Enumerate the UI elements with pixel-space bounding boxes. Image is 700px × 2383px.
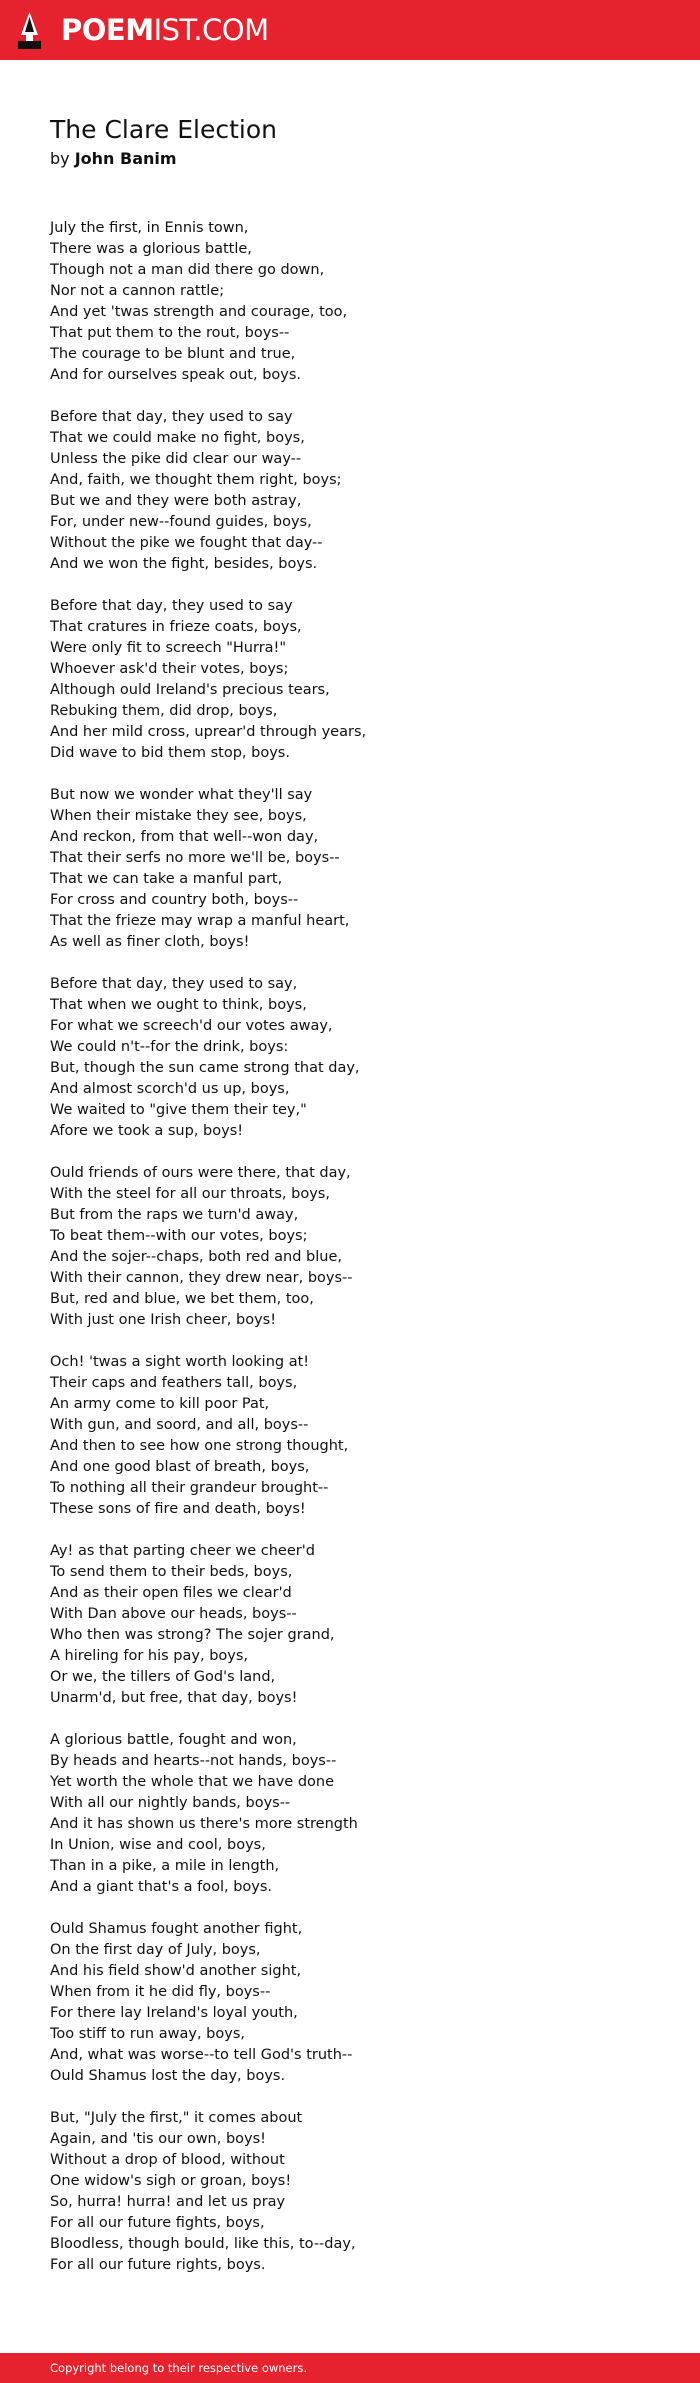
poem-line: With the steel for all our throats, boys,: [50, 1186, 330, 1202]
site-header: [0, 0, 700, 60]
poem-line: That their serfs no more we'll be, boys--: [50, 850, 340, 866]
poem-line: Were only fit to screech "Hurra!": [50, 640, 287, 656]
poem-line: With Dan above our heads, boys--: [50, 1606, 297, 1622]
poem-line: Ould friends of ours were there, that day,: [50, 1165, 351, 1181]
poem-line: So, hurra! hurra! and let us pray: [50, 2194, 286, 2210]
poem-line: Afore we took a sup, boys!: [50, 1123, 244, 1139]
poem-line: One widow's sigh or groan, boys!: [50, 2173, 292, 2189]
poem-line: On the first day of July, boys,: [50, 1942, 261, 1958]
poem-line: That the frieze may wrap a manful heart,: [50, 913, 350, 929]
poem-line: Whoever ask'd their votes, boys;: [50, 661, 289, 677]
poem-line: We could n't--for the drink, boys:: [50, 1039, 289, 1055]
poem-line: Though not a man did there go down,: [50, 262, 325, 278]
poem-line: And we won the fight, besides, boys.: [50, 556, 318, 572]
poem-line: And the sojer--chaps, both red and blue,: [50, 1249, 343, 1265]
poem-line: Ay! as that parting cheer we cheer'd: [50, 1543, 315, 1559]
poem-line: With their cannon, they drew near, boys--: [50, 1270, 353, 1286]
poem-line: As well as finer cloth, boys!: [50, 934, 250, 950]
poem-line: And reckon, from that well--won day,: [50, 829, 319, 845]
site-logo-text[interactable]: [61, 13, 269, 47]
site-footer: [0, 2353, 700, 2383]
poem-line: Before that day, they used to say: [50, 409, 293, 425]
poem-line: Unarm'd, but free, that day, boys!: [50, 1690, 298, 1706]
poem-line: To beat them--with our votes, boys;: [50, 1228, 308, 1244]
poem-line: Who then was strong? The sojer grand,: [50, 1627, 335, 1643]
poem-line: For all our future fights, boys,: [50, 2215, 265, 2231]
poem-line: To nothing all their grandeur brought--: [50, 1480, 329, 1496]
poem-body: [50, 218, 650, 2297]
stanza: [50, 1541, 650, 1709]
poem-line: With just one Irish cheer, boys!: [50, 1312, 277, 1328]
poem-line: But now we wonder what they'll say: [50, 787, 313, 803]
stanza: [50, 596, 650, 764]
poem-line: Too stiff to run away, boys,: [50, 2026, 245, 2042]
copyright-text: Copyright belong to their respective owners.: [50, 2361, 308, 2375]
poem-line: And yet 'twas strength and courage, too,: [50, 304, 348, 320]
poem-line: Och! 'twas a sight worth looking at!: [50, 1354, 310, 1370]
poem-line: In Union, wise and cool, boys,: [50, 1837, 266, 1853]
poem-line: There was a glorious battle,: [50, 241, 252, 257]
poem-line: For what we screech'd our votes away,: [50, 1018, 333, 1034]
poem-line: To send them to their beds, boys,: [50, 1564, 293, 1580]
pen-nib-icon[interactable]: [18, 11, 41, 49]
poem-line: That we can take a manful part,: [50, 871, 283, 887]
poem-line: By heads and hearts--not hands, boys--: [50, 1753, 337, 1769]
poem-line: Bloodless, though bould, like this, to--day,: [50, 2236, 356, 2252]
poem-line: But, "July the first," it comes about: [50, 2110, 303, 2126]
poem-line: And then to see how one strong thought,: [50, 1438, 349, 1454]
stanza: [50, 1730, 650, 1898]
poem-line: Ould Shamus lost the day, boys.: [50, 2068, 286, 2084]
poem-line: For there lay Ireland's loyal youth,: [50, 2005, 298, 2021]
stanza: [50, 974, 650, 1142]
poem-line: And his field show'd another sight,: [50, 1963, 302, 1979]
poem-line: Nor not a cannon rattle;: [50, 283, 225, 299]
poem-line: And, what was worse--to tell God's truth--: [50, 2047, 353, 2063]
poem-line: And, faith, we thought them right, boys;: [50, 472, 342, 488]
poem-line: With all our nightly bands, boys--: [50, 1795, 291, 1811]
poem-line: But, though the sun came strong that day,: [50, 1060, 360, 1076]
poem-line: Although ould Ireland's precious tears,: [50, 682, 330, 698]
poem-line: Than in a pike, a mile in length,: [50, 1858, 280, 1874]
poem-line: July the first, in Ennis town,: [50, 220, 249, 236]
poem-line: Unless the pike did clear our way--: [50, 451, 302, 467]
poem-line: The courage to be blunt and true,: [50, 346, 296, 362]
poem-line: That cratures in frieze coats, boys,: [50, 619, 302, 635]
poem-line: And one good blast of breath, boys,: [50, 1459, 310, 1475]
poem-line: And it has shown us there's more strength: [50, 1816, 358, 1832]
by-label: by: [50, 149, 70, 168]
poem-line: A glorious battle, fought and won,: [50, 1732, 297, 1748]
poem-line: When their mistake they see, boys,: [50, 808, 307, 824]
poem-line: Again, and 'tis our own, boys!: [50, 2131, 266, 2147]
poem-line: Rebuking them, did drop, boys,: [50, 703, 278, 719]
poem-line: Yet worth the whole that we have done: [50, 1774, 335, 1790]
poem-line: For, under new--found guides, boys,: [50, 514, 312, 530]
poem-line: That we could make no fight, boys,: [50, 430, 305, 446]
poem-line: For all our future rights, boys.: [50, 2257, 266, 2273]
stanza: [50, 785, 650, 953]
poem-line: Did wave to bid them stop, boys.: [50, 745, 290, 761]
poem-line: A hireling for his pay, boys,: [50, 1648, 249, 1664]
poem-line: Or we, the tillers of God's land,: [50, 1669, 276, 1685]
brand-bold: POEM: [61, 13, 154, 47]
poem-line: We waited to "give them their tey,": [50, 1102, 307, 1118]
stanza: [50, 1163, 650, 1331]
poem-line: And for ourselves speak out, boys.: [50, 367, 302, 383]
stanza: [50, 2108, 650, 2276]
poem-title: The Clare Election: [50, 115, 277, 144]
stanza: [50, 407, 650, 575]
brand-light: IST.COM: [153, 13, 269, 47]
poem-line: That put them to the rout, boys--: [50, 325, 290, 341]
poem-line: Before that day, they used to say: [50, 598, 293, 614]
stanza: [50, 218, 650, 386]
poem-line: And almost scorch'd us up, boys,: [50, 1081, 290, 1097]
poem-line: But, red and blue, we bet them, too,: [50, 1291, 314, 1307]
poem-line: For cross and country both, boys--: [50, 892, 299, 908]
poem-line: When from it he did fly, boys--: [50, 1984, 271, 2000]
poem-line: Before that day, they used to say,: [50, 976, 298, 992]
author-name[interactable]: John Banim: [74, 149, 177, 168]
poem-line: Without a drop of blood, without: [50, 2152, 285, 2168]
poem-line: But from the raps we turn'd away,: [50, 1207, 299, 1223]
poem-line: Ould Shamus fought another fight,: [50, 1921, 303, 1937]
poem-line: But we and they were both astray,: [50, 493, 302, 509]
poem-line: Without the pike we fought that day--: [50, 535, 323, 551]
poem-line: With gun, and soord, and all, boys--: [50, 1417, 309, 1433]
poem-line: And as their open files we clear'd: [50, 1585, 292, 1601]
poem-line: That when we ought to think, boys,: [50, 997, 307, 1013]
poem-line: These sons of fire and death, boys!: [50, 1501, 306, 1517]
poem-line: An army come to kill poor Pat,: [50, 1396, 270, 1412]
stanza: [50, 1919, 650, 2087]
poem-line: And her mild cross, uprear'd through years,: [50, 724, 367, 740]
poem-line: Their caps and feathers tall, boys,: [50, 1375, 298, 1391]
poem-byline: [50, 148, 177, 170]
stanza: [50, 1352, 650, 1520]
poem-line: And a giant that's a fool, boys.: [50, 1879, 273, 1895]
